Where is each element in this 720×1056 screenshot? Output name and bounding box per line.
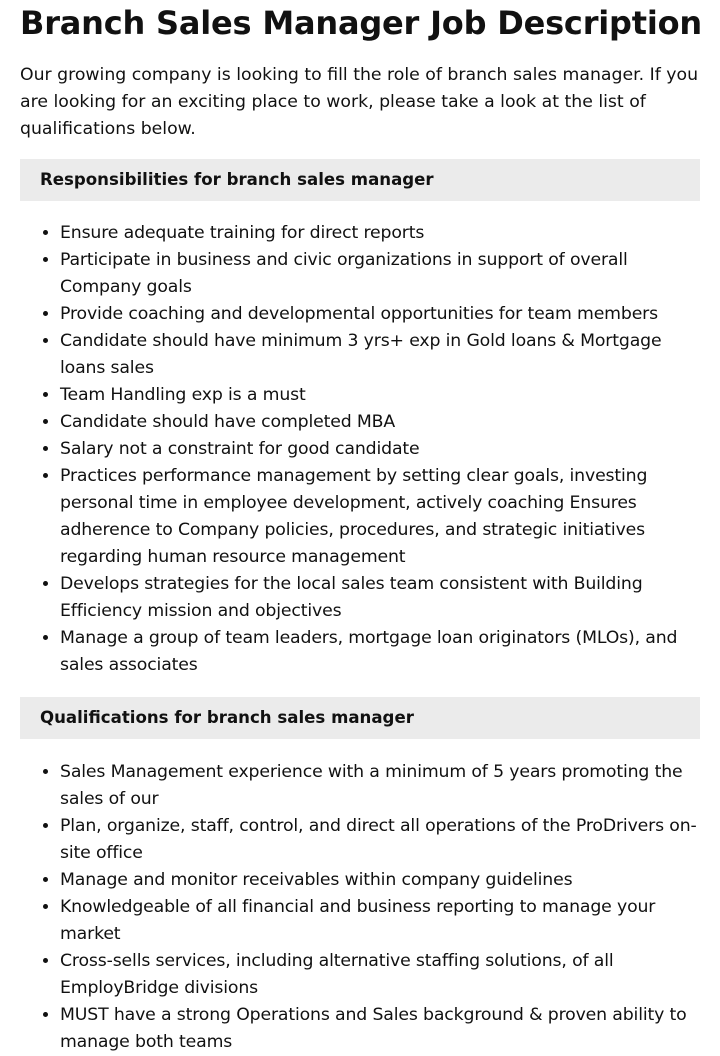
list-item: • Participate in business and civic organizations in support of overall Company goals [60,247,700,301]
qualifications-heading: Qualifications for branch sales manager [20,697,700,739]
list-item: • MUST have a strong Operations and Sales background & proven ability to manage both teams [60,1002,700,1056]
responsibilities-list [20,220,700,679]
list-item: • Practices performance management by setting clear goals, investing personal time in employee development, actively coaching Ensures adherence to Company policies, procedures, and strategic initiatives regarding human resource management [60,463,700,571]
list-item: • Salary not a constraint for good candidate [60,436,700,463]
list-item: • Candidate should have minimum 3 yrs+ exp in Gold loans & Mortgage loans sales [60,328,700,382]
list-item: • Candidate should have completed MBA [60,409,700,436]
list-item: • Provide coaching and developmental opportunities for team members [60,301,700,328]
list-item: • Ensure adequate training for direct reports [60,220,700,247]
list-item: • Develops strategies for the local sales team consistent with Building Efficiency mission and objectives [60,571,700,625]
intro-paragraph: Our growing company is looking to fill the role of branch sales manager. If you are looking for an exciting place to work, please take a look at the list of qualifications below. [20,65,699,139]
responsibilities-heading: Responsibilities for branch sales manager [20,159,700,201]
page-title: Branch Sales Manager Job Description [20,4,702,42]
list-item: • Cross-sells services, including alternative staffing solutions, of all EmployBridge divisions [60,948,700,1002]
list-item: • Sales Management experience with a minimum of 5 years promoting the sales of our [60,759,700,813]
list-item: • Plan, organize, staff, control, and direct all operations of the ProDrivers on-site office [60,813,700,867]
list-item: • Knowledgeable of all financial and business reporting to manage your market [60,894,700,948]
list-item: • Manage and monitor receivables within company guidelines [60,867,700,894]
qualifications-list [20,759,700,1056]
list-item: • Manage a group of team leaders, mortgage loan originators (MLOs), and sales associates [60,625,700,679]
list-item: • Team Handling exp is a must [60,382,700,409]
